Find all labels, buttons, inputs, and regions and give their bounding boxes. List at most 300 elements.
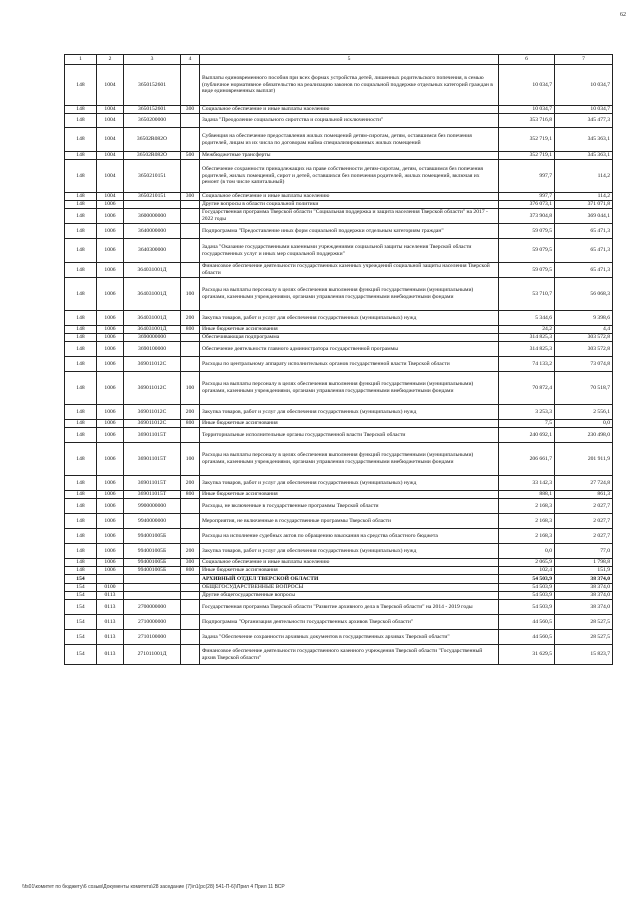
target-article-cell: 369011015T xyxy=(124,428,181,443)
amount-2019-cell: 314 825,3 xyxy=(499,342,555,357)
department-code-cell: 148 xyxy=(65,342,97,357)
department-code-cell: 148 xyxy=(65,334,97,342)
expense-type-cell: 800 xyxy=(181,491,200,499)
department-code-cell: 148 xyxy=(65,428,97,443)
target-article-cell: 369011012C xyxy=(124,372,181,405)
amount-2019-cell: 54 503,9 xyxy=(499,575,555,584)
department-code-cell: 148 xyxy=(65,443,97,476)
item-name-cell: Задача "Обеспечение сохранности архивных документов в государственных архивах Тверской области" xyxy=(200,630,499,645)
column-header: 1 xyxy=(65,55,97,65)
table-row xyxy=(65,428,613,443)
target-article-cell: 364031001Д xyxy=(124,311,181,326)
column-header: 4 xyxy=(181,55,200,65)
amount-2020-cell: 2 027,7 xyxy=(555,499,613,514)
column-header: 6 xyxy=(499,55,555,65)
target-article-cell: 3650200000 xyxy=(124,114,181,128)
amount-2019-cell: 24,2 xyxy=(499,326,555,334)
department-code-cell: 148 xyxy=(65,263,97,278)
amount-2020-cell: 9 398,6 xyxy=(555,311,613,326)
table-row xyxy=(65,645,613,665)
target-article-cell: 369011015T xyxy=(124,443,181,476)
expense-type-cell: 100 xyxy=(181,372,200,405)
department-code-cell: 148 xyxy=(65,160,97,193)
department-code-cell: 148 xyxy=(65,152,97,160)
amount-2019-cell: 240 692,1 xyxy=(499,428,555,443)
expense-type-cell: 200 xyxy=(181,544,200,559)
department-code-cell: 148 xyxy=(65,106,97,114)
item-name-cell: Межбюджетные трансферты xyxy=(200,152,499,160)
item-name-cell: Закупка товаров, работ и услуг для обеспечения государственных (муниципальных) нужд xyxy=(200,476,499,491)
amount-2019-cell: 353 716,8 xyxy=(499,114,555,128)
amount-2020-cell: 369 044,1 xyxy=(555,209,613,224)
amount-2020-cell: 15 823,7 xyxy=(555,645,613,665)
amount-2019-cell: 59 079,5 xyxy=(499,263,555,278)
table-row xyxy=(65,575,613,584)
department-code-cell: 148 xyxy=(65,278,97,311)
amount-2020-cell: 151,9 xyxy=(555,567,613,575)
table-row xyxy=(65,224,613,239)
column-header: 7 xyxy=(555,55,613,65)
amount-2019-cell: 53 710,7 xyxy=(499,278,555,311)
target-article-cell: 3640000000 xyxy=(124,224,181,239)
amount-2020-cell: 65 471,3 xyxy=(555,263,613,278)
section-code-cell: 1006 xyxy=(97,514,124,529)
department-code-cell: 148 xyxy=(65,114,97,128)
target-article-cell xyxy=(124,592,181,600)
table-row xyxy=(65,311,613,326)
target-article-cell: 2710100000 xyxy=(124,630,181,645)
amount-2020-cell: 10 034,7 xyxy=(555,65,613,106)
amount-2020-cell: 2 027,7 xyxy=(555,529,613,544)
table-row xyxy=(65,128,613,152)
item-name-cell: Мероприятия, не включенные в государственные программы Тверской области xyxy=(200,514,499,529)
section-code-cell: 0113 xyxy=(97,600,124,615)
expense-type-cell xyxy=(181,201,200,209)
expense-type-cell xyxy=(181,160,200,193)
amount-2019-cell: 7,5 xyxy=(499,420,555,428)
amount-2020-cell: 4,4 xyxy=(555,326,613,334)
expense-type-cell: 100 xyxy=(181,443,200,476)
target-article-cell: 3650152601 xyxy=(124,65,181,106)
item-name-cell: Территориальные исполнительные органы государственной власти Тверской области xyxy=(200,428,499,443)
expense-type-cell xyxy=(181,334,200,342)
amount-2020-cell: 2 556,1 xyxy=(555,405,613,420)
amount-2020-cell: 114,2 xyxy=(555,193,613,201)
department-code-cell: 154 xyxy=(65,630,97,645)
item-name-cell: Обеспечение сохранности принадлежащих на праве собственности детям-сиротам, детям, оставшимся без попечения родителей, жилых помещений, сирот и детей, оставшихся без попечения родителей, жилых помещений, включая их ремонт (в том числе капитальный) xyxy=(200,160,499,193)
item-name-cell: Государственная программа Тверской области "Развитие архивного дела в Тверской области" на 2014 - 2019 годы xyxy=(200,600,499,615)
section-code-cell: 1006 xyxy=(97,334,124,342)
department-code-cell: 148 xyxy=(65,529,97,544)
department-code-cell: 148 xyxy=(65,476,97,491)
amount-2020-cell: 38 374,0 xyxy=(555,575,613,584)
section-code-cell: 1006 xyxy=(97,420,124,428)
item-name-cell: Подпрограмма "Организация деятельности государственных архивов Тверской области" xyxy=(200,615,499,630)
expense-type-cell xyxy=(181,575,200,584)
item-name-cell: Социальное обеспечение и иные выплаты населению xyxy=(200,193,499,201)
amount-2020-cell: 28 527,5 xyxy=(555,630,613,645)
expense-type-cell: 800 xyxy=(181,567,200,575)
amount-2020-cell: 56 068,3 xyxy=(555,278,613,311)
amount-2019-cell: 31 629,5 xyxy=(499,645,555,665)
section-code-cell: 1006 xyxy=(97,357,124,372)
amount-2019-cell: 59 079,5 xyxy=(499,239,555,263)
table-row xyxy=(65,559,613,567)
target-article-cell: 3650210151 xyxy=(124,193,181,201)
section-code-cell: 1004 xyxy=(97,128,124,152)
expense-type-cell: 800 xyxy=(181,420,200,428)
expense-type-cell: 200 xyxy=(181,405,200,420)
expense-type-cell xyxy=(181,630,200,645)
item-name-cell: Обеспечивающая подпрограмма xyxy=(200,334,499,342)
department-code-cell: 148 xyxy=(65,224,97,239)
expense-type-cell xyxy=(181,342,200,357)
amount-2020-cell: 303 572,8 xyxy=(555,334,613,342)
section-code-cell: 1006 xyxy=(97,239,124,263)
amount-2020-cell: 303 572,8 xyxy=(555,342,613,357)
amount-2020-cell: 10 034,7 xyxy=(555,106,613,114)
section-code-cell: 1006 xyxy=(97,201,124,209)
expense-type-cell xyxy=(181,428,200,443)
amount-2019-cell: 10 034,7 xyxy=(499,106,555,114)
amount-2020-cell: 65 471,3 xyxy=(555,224,613,239)
target-article-cell: 9940000000 xyxy=(124,514,181,529)
target-article-cell: 369011012C xyxy=(124,405,181,420)
amount-2019-cell: 997,7 xyxy=(499,160,555,193)
amount-2020-cell: 27 724,8 xyxy=(555,476,613,491)
amount-2019-cell: 54 503,9 xyxy=(499,600,555,615)
amount-2019-cell: 54 503,9 xyxy=(499,584,555,592)
department-code-cell: 154 xyxy=(65,592,97,600)
target-article-cell: 36502R082О xyxy=(124,128,181,152)
section-code-cell: 1006 xyxy=(97,405,124,420)
table-row xyxy=(65,514,613,529)
table-row xyxy=(65,544,613,559)
item-name-cell: Финансовое обеспечение деятельности государственных казенных учреждений социальной защиты населения Тверской области xyxy=(200,263,499,278)
amount-2020-cell: 70 518,7 xyxy=(555,372,613,405)
section-code-cell: 1006 xyxy=(97,263,124,278)
table-row xyxy=(65,326,613,334)
expense-type-cell xyxy=(181,209,200,224)
expense-type-cell xyxy=(181,128,200,152)
expense-type-cell: 200 xyxy=(181,476,200,491)
item-name-cell: Иные бюджетные ассигнования xyxy=(200,491,499,499)
amount-2020-cell: 345 477,3 xyxy=(555,114,613,128)
amount-2019-cell: 0,0 xyxy=(499,544,555,559)
target-article-cell: 36502R082О xyxy=(124,152,181,160)
department-code-cell: 148 xyxy=(65,193,97,201)
expense-type-cell xyxy=(181,600,200,615)
section-code-cell: 1006 xyxy=(97,342,124,357)
amount-2019-cell: 997,7 xyxy=(499,193,555,201)
expense-type-cell: 500 xyxy=(181,152,200,160)
section-code-cell: 1004 xyxy=(97,152,124,160)
section-code-cell xyxy=(97,575,124,584)
amount-2020-cell: 38 374,0 xyxy=(555,592,613,600)
table-row xyxy=(65,65,613,106)
table-row xyxy=(65,160,613,193)
item-name-cell: Субвенция на обеспечение предоставления жилых помещений детям-сиротам, детям, оставшимся без попечения родителей, лицам из их числа по договорам найма специализированных жилых помещений xyxy=(200,128,499,152)
file-path-footer: \\fs01\комитет по бюджету\6 созыв\Документы комитета\28 заседание (7)\п1(рс(28) 541-П-6)\Прил 4 Прил 11 ВСР xyxy=(22,884,285,890)
section-code-cell: 1006 xyxy=(97,209,124,224)
target-article-cell: 994001005Б xyxy=(124,567,181,575)
expense-type-cell xyxy=(181,114,200,128)
amount-2020-cell: 77,0 xyxy=(555,544,613,559)
amount-2020-cell: 28 527,5 xyxy=(555,615,613,630)
item-name-cell: Государственная программа Тверской области "Социальная поддержка и защита населения Тверской области" на 2017 - 2022 годы xyxy=(200,209,499,224)
department-code-cell: 148 xyxy=(65,491,97,499)
amount-2020-cell: 38 374,0 xyxy=(555,600,613,615)
target-article-cell: 369011012C xyxy=(124,357,181,372)
expense-type-cell xyxy=(181,592,200,600)
budget-table xyxy=(64,54,613,665)
target-article-cell: 369011015T xyxy=(124,491,181,499)
amount-2019-cell: 314 825,3 xyxy=(499,334,555,342)
target-article-cell: 9900000000 xyxy=(124,499,181,514)
amount-2019-cell: 44 560,5 xyxy=(499,630,555,645)
table-row xyxy=(65,357,613,372)
amount-2019-cell: 206 661,7 xyxy=(499,443,555,476)
item-name-cell: Расходы на выплаты персоналу в целях обеспечения выполнения функций государственными (муниципальными) органами, казенными учреждениями, органами управления государственными внебюджетными фондами xyxy=(200,443,499,476)
amount-2019-cell: 5 344,6 xyxy=(499,311,555,326)
expense-type-cell: 800 xyxy=(181,326,200,334)
department-code-cell: 148 xyxy=(65,559,97,567)
item-name-cell: Обеспечение деятельности главного администратора государственной программы xyxy=(200,342,499,357)
expense-type-cell xyxy=(181,499,200,514)
amount-2019-cell: 2 168,3 xyxy=(499,529,555,544)
expense-type-cell: 300 xyxy=(181,106,200,114)
item-name-cell: Другие общегосударственные вопросы xyxy=(200,592,499,600)
item-name-cell: Закупка товаров, работ и услуг для обеспечения государственных (муниципальных) нужд xyxy=(200,405,499,420)
department-code-cell: 148 xyxy=(65,311,97,326)
item-name-cell: Закупка товаров, работ и услуг для обеспечения государственных (муниципальных) нужд xyxy=(200,311,499,326)
table-row xyxy=(65,239,613,263)
amount-2020-cell: 345 363,1 xyxy=(555,152,613,160)
target-article-cell xyxy=(124,201,181,209)
target-article-cell: 369011012C xyxy=(124,420,181,428)
item-name-cell: Задача "Преодоление социального сиротства и социальной исключенности" xyxy=(200,114,499,128)
expense-type-cell xyxy=(181,645,200,665)
expense-type-cell: 200 xyxy=(181,311,200,326)
department-code-cell: 154 xyxy=(65,600,97,615)
item-name-cell: Финансовое обеспечение деятельности государственного казенного учреждения Тверской области "Государственный архив Тверской области" xyxy=(200,645,499,665)
amount-2019-cell: 3 253,3 xyxy=(499,405,555,420)
department-code-cell: 154 xyxy=(65,584,97,592)
department-code-cell: 154 xyxy=(65,575,97,584)
column-header: 2 xyxy=(97,55,124,65)
amount-2020-cell: 2 027,7 xyxy=(555,514,613,529)
item-name-cell: Иные бюджетные ассигнования xyxy=(200,420,499,428)
table-row xyxy=(65,584,613,592)
table-row xyxy=(65,592,613,600)
target-article-cell: 994001005Б xyxy=(124,559,181,567)
amount-2020-cell: 861,3 xyxy=(555,491,613,499)
amount-2019-cell: 74 133,2 xyxy=(499,357,555,372)
section-code-cell: 1004 xyxy=(97,65,124,106)
expense-type-cell: 300 xyxy=(181,559,200,567)
section-code-cell: 1006 xyxy=(97,428,124,443)
department-code-cell: 148 xyxy=(65,514,97,529)
target-article-cell: 3690000000 xyxy=(124,334,181,342)
table-row xyxy=(65,499,613,514)
table-row xyxy=(65,334,613,342)
table-row xyxy=(65,152,613,160)
expense-type-cell: 300 xyxy=(181,193,200,201)
item-name-cell: Другие вопросы в области социальной политики xyxy=(200,201,499,209)
section-code-cell: 1006 xyxy=(97,529,124,544)
target-article-cell: 994001005Б xyxy=(124,529,181,544)
item-name-cell: Социальное обеспечение и иные выплаты населению xyxy=(200,106,499,114)
section-code-cell: 1006 xyxy=(97,559,124,567)
target-article-cell: 2710000000 xyxy=(124,615,181,630)
target-article-cell: 3600000000 xyxy=(124,209,181,224)
item-name-cell: Расходы на выплаты персоналу в целях обеспечения выполнения функций государственными (муниципальными) органами, казенными учреждениями, органами управления государственными внебюджетными фондами xyxy=(200,278,499,311)
amount-2019-cell: 10 034,7 xyxy=(499,65,555,106)
department-code-cell: 154 xyxy=(65,615,97,630)
target-article-cell: 364031001Д xyxy=(124,278,181,311)
amount-2019-cell: 102,4 xyxy=(499,567,555,575)
amount-2020-cell: 73 074,8 xyxy=(555,357,613,372)
target-article-cell: 364031001Д xyxy=(124,326,181,334)
table-row xyxy=(65,567,613,575)
section-code-cell: 1006 xyxy=(97,443,124,476)
section-code-cell: 1004 xyxy=(97,106,124,114)
target-article-cell xyxy=(124,584,181,592)
item-name-cell: АРХИВНЫЙ ОТДЕЛ ТВЕРСКОЙ ОБЛАСТИ xyxy=(200,575,499,584)
department-code-cell: 148 xyxy=(65,357,97,372)
section-code-cell: 1004 xyxy=(97,114,124,128)
amount-2019-cell: 2 168,3 xyxy=(499,514,555,529)
department-code-cell: 148 xyxy=(65,405,97,420)
amount-2020-cell: 345 363,1 xyxy=(555,128,613,152)
amount-2020-cell: 201 911,9 xyxy=(555,443,613,476)
item-name-cell: Подпрограмма "Предоставление иных форм социальной поддержки отдельным категориям граждан" xyxy=(200,224,499,239)
table-row xyxy=(65,342,613,357)
item-name-cell: Расходы на выплаты персоналу в целях обеспечения выполнения функций государственными (муниципальными) органами, казенными учреждениями, органами управления государственными внебюджетными фондами xyxy=(200,372,499,405)
target-article-cell: 3640300000 xyxy=(124,239,181,263)
department-code-cell: 148 xyxy=(65,239,97,263)
section-code-cell: 1006 xyxy=(97,326,124,334)
column-header: 3 xyxy=(124,55,181,65)
department-code-cell: 148 xyxy=(65,544,97,559)
amount-2019-cell: 376 073,1 xyxy=(499,201,555,209)
column-header: 5 xyxy=(200,55,499,65)
table-body xyxy=(65,65,613,665)
department-code-cell: 148 xyxy=(65,567,97,575)
amount-2019-cell: 2 065,9 xyxy=(499,559,555,567)
amount-2019-cell: 54 503,9 xyxy=(499,592,555,600)
section-code-cell: 0113 xyxy=(97,615,124,630)
department-code-cell: 148 xyxy=(65,201,97,209)
amount-2019-cell: 373 904,8 xyxy=(499,209,555,224)
target-article-cell: 994001005Б xyxy=(124,544,181,559)
table-header-row xyxy=(65,55,613,65)
table-row xyxy=(65,615,613,630)
table-row xyxy=(65,193,613,201)
item-name-cell: Иные бюджетные ассигнования xyxy=(200,567,499,575)
target-article-cell: 271011001Д xyxy=(124,645,181,665)
amount-2020-cell: 114,2 xyxy=(555,160,613,193)
target-article-cell: 3650210151 xyxy=(124,160,181,193)
table-row xyxy=(65,529,613,544)
target-article-cell: 364031001Д xyxy=(124,263,181,278)
expense-type-cell xyxy=(181,65,200,106)
target-article-cell: 3650152601 xyxy=(124,106,181,114)
amount-2019-cell: 59 079,5 xyxy=(499,224,555,239)
expense-type-cell xyxy=(181,224,200,239)
amount-2019-cell: 352 719,1 xyxy=(499,128,555,152)
section-code-cell: 0113 xyxy=(97,645,124,665)
section-code-cell: 1006 xyxy=(97,372,124,405)
target-article-cell: 3690100000 xyxy=(124,342,181,357)
amount-2020-cell: 1 798,8 xyxy=(555,559,613,567)
table-row xyxy=(65,600,613,615)
item-name-cell: Закупка товаров, работ и услуг для обеспечения государственных (муниципальных) нужд xyxy=(200,544,499,559)
table-row xyxy=(65,278,613,311)
amount-2019-cell: 888,1 xyxy=(499,491,555,499)
table-row xyxy=(65,209,613,224)
table-row xyxy=(65,114,613,128)
amount-2020-cell: 0,0 xyxy=(555,420,613,428)
table-row xyxy=(65,491,613,499)
section-code-cell: 1006 xyxy=(97,499,124,514)
section-code-cell: 1006 xyxy=(97,311,124,326)
expense-type-cell xyxy=(181,263,200,278)
department-code-cell: 148 xyxy=(65,420,97,428)
department-code-cell: 148 xyxy=(65,65,97,106)
item-name-cell: Выплаты единовременного пособия при всех формах устройства детей, лишенных родительского попечения, в семью (публичное нормативное обязательство на реализацию законов по социальной поддержке отдельных категорий граждан в виде единовременных выплат) xyxy=(200,65,499,106)
expense-type-cell xyxy=(181,584,200,592)
amount-2020-cell: 65 471,3 xyxy=(555,239,613,263)
table-row xyxy=(65,106,613,114)
expense-type-cell: 100 xyxy=(181,278,200,311)
section-code-cell: 1004 xyxy=(97,160,124,193)
expense-type-cell xyxy=(181,615,200,630)
table-row xyxy=(65,630,613,645)
table-row xyxy=(65,405,613,420)
department-code-cell: 148 xyxy=(65,372,97,405)
table-row xyxy=(65,201,613,209)
section-code-cell: 1006 xyxy=(97,567,124,575)
amount-2019-cell: 44 560,5 xyxy=(499,615,555,630)
page-number: 62 xyxy=(620,12,626,18)
amount-2019-cell: 2 168,3 xyxy=(499,499,555,514)
department-code-cell: 154 xyxy=(65,645,97,665)
section-code-cell: 0113 xyxy=(97,592,124,600)
target-article-cell xyxy=(124,575,181,584)
item-name-cell: Задача "Оказание государственными казенными учреждениями социальной защиты населения Тверской области государственных услуг и иных мер социальной поддержки" xyxy=(200,239,499,263)
item-name-cell: Расходы, не включенные в государственные программы Тверской области xyxy=(200,499,499,514)
target-article-cell: 2700000000 xyxy=(124,600,181,615)
item-name-cell: Расходы на исполнение судебных актов по обращению взыскания на средства областного бюджета xyxy=(200,529,499,544)
table-row xyxy=(65,372,613,405)
amount-2019-cell: 33 142,3 xyxy=(499,476,555,491)
department-code-cell: 148 xyxy=(65,128,97,152)
amount-2020-cell: 230 498,0 xyxy=(555,428,613,443)
section-code-cell: 0100 xyxy=(97,584,124,592)
section-code-cell: 1006 xyxy=(97,544,124,559)
target-article-cell: 369011015T xyxy=(124,476,181,491)
item-name-cell: Социальное обеспечение и иные выплаты населению xyxy=(200,559,499,567)
section-code-cell: 1006 xyxy=(97,224,124,239)
expense-type-cell xyxy=(181,357,200,372)
table-row xyxy=(65,443,613,476)
item-name-cell: ОБЩЕГОСУДАРСТВЕННЫЕ ВОПРОСЫ xyxy=(200,584,499,592)
section-code-cell: 1006 xyxy=(97,476,124,491)
table-row xyxy=(65,263,613,278)
table-row xyxy=(65,476,613,491)
section-code-cell: 0113 xyxy=(97,630,124,645)
